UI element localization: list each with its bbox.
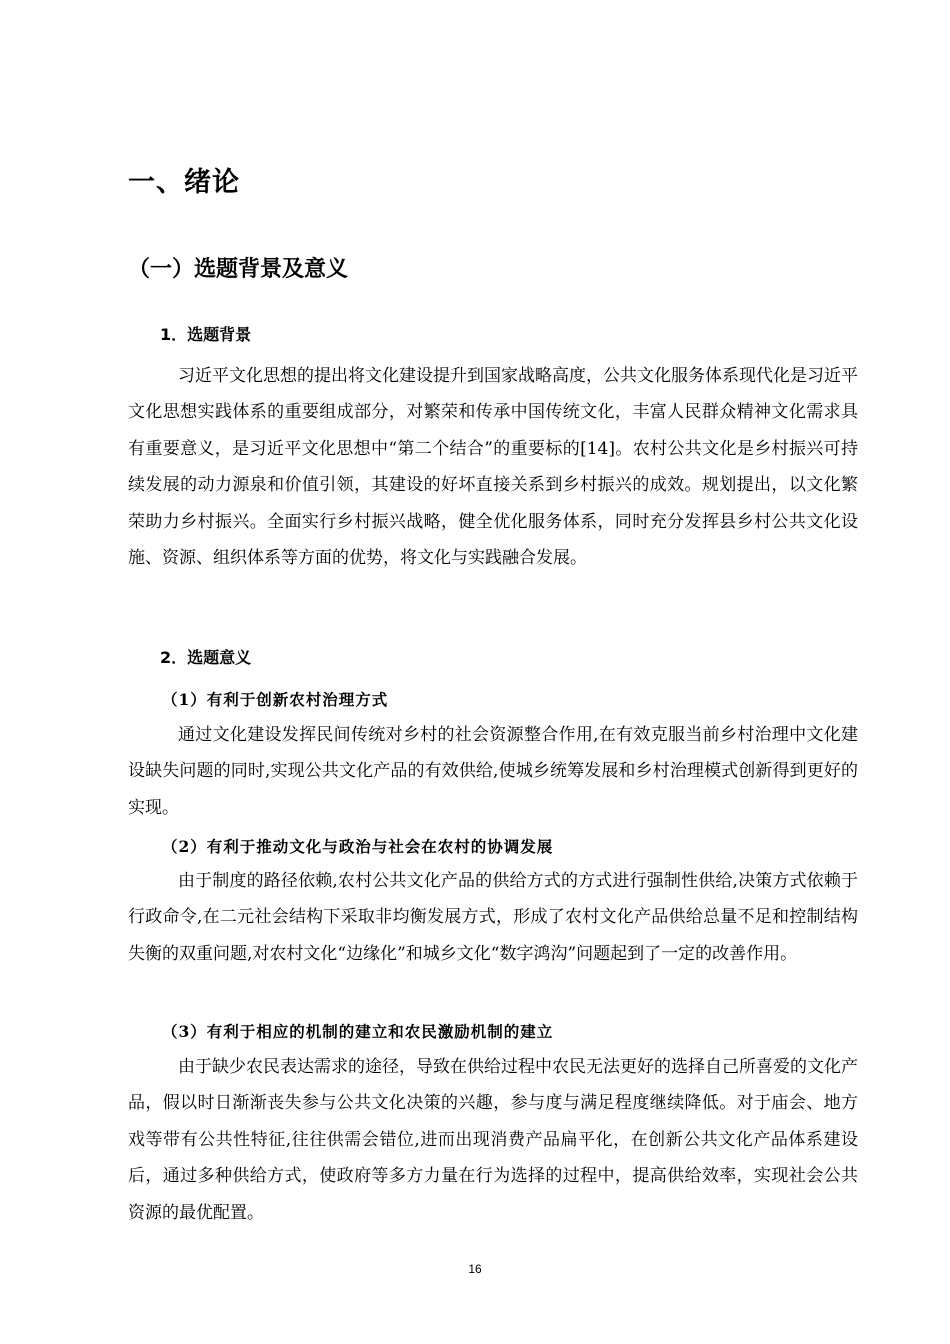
item-heading-3: （3）有利于相应的机制的建立和农民激励机制的建立 — [162, 1022, 554, 1041]
item-heading-2: （2）有利于推动文化与政治与社会在农村的协调发展 — [162, 837, 554, 856]
paragraph-background: 习近平文化思想的提出将文化建设提升到国家战略高度，公共文化服务体系现代化是习近平文化思想实践体系的重要组成部分，对繁荣和传承中国传统文化，丰富人民群众精神文化需求具有重要意义，是习近平文化思想中“第二个结合”的重要标的[14]。农村公共文化是乡村振兴可持续发展的动力源泉和价值引领，其建设的好坏直接关系到乡村振兴的成效。规划提出，以文化繁荣助力乡村振兴。全面实行乡村振兴战略，健全优化服务体系，同时充分发挥县乡村公共文化设施、资源、组织体系等方面的优势，将文化与实践融合发展。 — [128, 366, 858, 569]
chapter-heading: 一、绪论 — [128, 167, 240, 198]
section-heading: （一）选题背景及意义 — [128, 257, 349, 282]
paragraph-item-3: 由于缺少农民表达需求的途径，导致在供给过程中农民无法更好的选择自己所喜爱的文化产品，假以时日渐渐丧失参与公共文化决策的兴趣，参与度与满足程度继续降低。对于庙会、地方戏等带有公共性特征,往往供需会错位,进而出现消费产品扁平化，在创新公共文化产品体系建设后，通过多种供给方式，使政府等多方力量在行为选择的过程中，提高供给效率，实现社会公共资源的最优配置。 — [128, 1057, 858, 1223]
subsection-heading-background: 1．选题背景 — [160, 325, 252, 344]
paragraph-item-2: 由于制度的路径依赖,农村公共文化产品的供给方式的方式进行强制性供给,决策方式依赖于行政命令,在二元社会结构下采取非均衡发展方式，形成了农村文化产品供给总量不足和控制结构失衡的双重问题,对农村文化“边缘化”和城乡文化“数字鸿沟”问题起到了一定的改善作用。 — [128, 871, 858, 964]
page-number: 16 — [468, 1262, 482, 1276]
paragraph-item-1: 通过文化建设发挥民间传统对乡村的社会资源整合作用,在有效克服当前乡村治理中文化建设缺失问题的同时,实现公共文化产品的有效供给,使城乡统筹发展和乡村治理模式创新得到更好的实现。 — [128, 725, 858, 818]
item-heading-1: （1）有利于创新农村治理方式 — [162, 690, 389, 709]
subsection-heading-significance: 2．选题意义 — [160, 648, 252, 667]
